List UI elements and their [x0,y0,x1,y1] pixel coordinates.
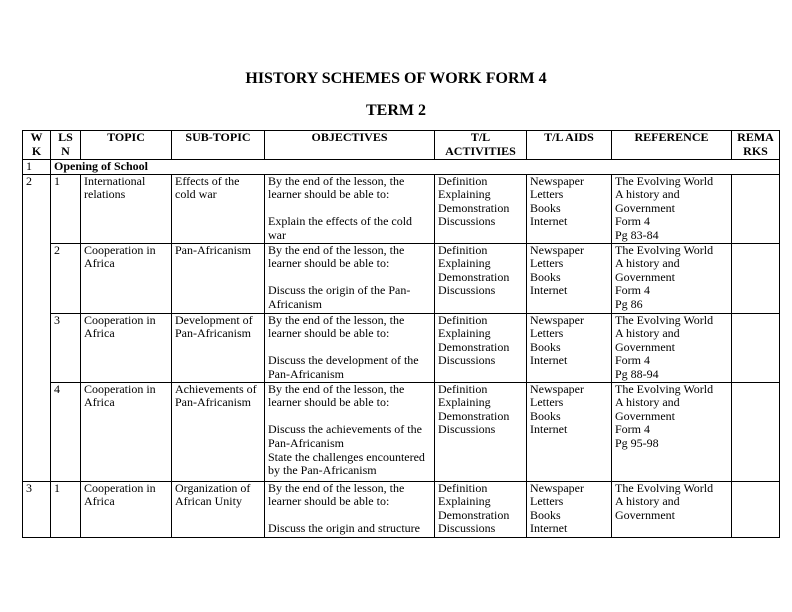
reference-cell: The Evolving World A history and Government Form 4 Pg 88-94 [612,313,732,382]
table-row [23,174,780,243]
reference-cell: The Evolving World A history and Government Form 4 Pg 86 [612,243,732,313]
remarks-cell [732,481,780,537]
opening-text: Opening of School [51,160,780,175]
header-activities: T/L ACTIVITIES [435,131,527,160]
topic-cell: International relations [81,174,172,243]
table-row [23,481,780,537]
document-title: HISTORY SCHEMES OF WORK FORM 4 [245,70,547,87]
objectives-cell: By the end of the lesson, the learner should be able to: Discuss the achievements of the Pan-Africanism State the challenges encountered by the Pan-Africanism [265,382,435,481]
header-aids: T/L AIDS [527,131,612,160]
table-row [23,313,780,382]
activities-cell: Definition Explaining Demonstration Discussions [435,481,527,537]
topic-cell: Cooperation in Africa [81,481,172,537]
aids-cell: Newspaper Letters Books Internet [527,174,612,243]
remarks-cell [732,174,780,243]
reference-cell: The Evolving World A history and Government Form 4 Pg 95-98 [612,382,732,481]
lsn-cell: 1 [51,481,81,537]
subtopic-cell: Pan-Africanism [172,243,265,313]
activities-cell: Definition Explaining Demonstration Discussions [435,313,527,382]
reference-cell: The Evolving World A history and Government Form 4 Pg 83-84 [612,174,732,243]
topic-cell: Cooperation in Africa [81,243,172,313]
activities-cell: Definition Explaining Demonstration Discussions [435,174,527,243]
lsn-cell: 1 [51,174,81,243]
aids-cell: Newspaper Letters Books Internet [527,243,612,313]
table-row [23,382,780,481]
scheme-table [22,130,780,538]
term-heading: TERM 2 [366,102,426,119]
reference-cell: The Evolving World A history and Government [612,481,732,537]
remarks-cell [732,243,780,313]
activities-cell: Definition Explaining Demonstration Discussions [435,382,527,481]
header-lesson: LS N [51,131,81,160]
subtopic-cell: Organization of African Unity [172,481,265,537]
header-reference: REFERENCE [612,131,732,160]
opening-row [23,160,780,175]
subtopic-cell: Achievements of Pan-Africanism [172,382,265,481]
aids-cell: Newspaper Letters Books Internet [527,481,612,537]
aids-cell: Newspaper Letters Books Internet [527,382,612,481]
objectives-cell: By the end of the lesson, the learner should be able to: Discuss the origin and structure [265,481,435,537]
activities-cell: Definition Explaining Demonstration Discussions [435,243,527,313]
lsn-cell: 2 [51,243,81,313]
header-remarks: REMA RKS [732,131,780,160]
header-topic: TOPIC [81,131,172,160]
lsn-cell: 4 [51,382,81,481]
wk-cell: 2 [23,174,51,481]
header-subtopic: SUB-TOPIC [172,131,265,160]
remarks-cell [732,382,780,481]
header-week: W K [23,131,51,160]
objectives-cell: By the end of the lesson, the learner should be able to: Explain the effects of the cold war [265,174,435,243]
lsn-cell: 3 [51,313,81,382]
objectives-cell: By the end of the lesson, the learner should be able to: Discuss the development of the Pan-Africanism [265,313,435,382]
table-row [23,243,780,313]
remarks-cell [732,313,780,382]
week-cell: 1 [23,160,51,175]
aids-cell: Newspaper Letters Books Internet [527,313,612,382]
topic-cell: Cooperation in Africa [81,313,172,382]
topic-cell: Cooperation in Africa [81,382,172,481]
header-objectives: OBJECTIVES [265,131,435,160]
wk-cell: 3 [23,481,51,537]
subtopic-cell: Effects of the cold war [172,174,265,243]
subtopic-cell: Development of Pan-Africanism [172,313,265,382]
objectives-cell: By the end of the lesson, the learner should be able to: Discuss the origin of the Pan-Africanism [265,243,435,313]
